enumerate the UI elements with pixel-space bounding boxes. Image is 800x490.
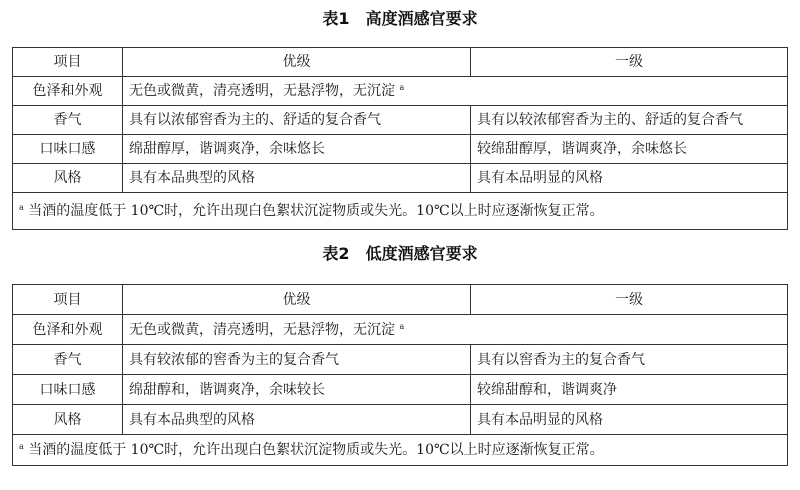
cell-aroma-first: 具有以较浓郁窖香为主的、舒适的复合香气 bbox=[471, 106, 788, 135]
table-row bbox=[13, 77, 788, 106]
table-note-row bbox=[13, 435, 788, 466]
table-note-row bbox=[13, 193, 788, 230]
cell-color-shared bbox=[123, 77, 788, 106]
cell-aroma-premium: 具有较浓郁的窖香为主的复合香气 bbox=[123, 345, 471, 375]
table-header-row bbox=[13, 285, 788, 315]
row-item-style: 风格 bbox=[13, 164, 123, 193]
table1-number: 表1 bbox=[322, 9, 350, 28]
table-row bbox=[13, 164, 788, 193]
table2-number: 表2 bbox=[322, 244, 350, 263]
table-row bbox=[13, 315, 788, 345]
cell-taste-premium: 绵甜醇厚，谐调爽净，余味悠长 bbox=[123, 135, 471, 164]
footnote-marker: a bbox=[19, 203, 24, 212]
cell-style-first: 具有本品明显的风格 bbox=[471, 164, 788, 193]
table-note bbox=[13, 193, 788, 230]
cell-color-shared bbox=[123, 315, 788, 345]
table-row bbox=[13, 405, 788, 435]
cell-text: 无色或微黄，清亮透明，无悬浮物，无沉淀 bbox=[129, 321, 395, 338]
header-premium: 优级 bbox=[123, 285, 471, 315]
row-item-aroma: 香气 bbox=[13, 106, 123, 135]
note-text: 当酒的温度低于 10℃时，允许出现白色絮状沉淀物质或失光。10℃以上时应逐渐恢复正常。 bbox=[28, 442, 604, 458]
header-item: 项目 bbox=[13, 285, 123, 315]
table2 bbox=[12, 284, 788, 466]
row-item-aroma: 香气 bbox=[13, 345, 123, 375]
table-row bbox=[13, 106, 788, 135]
table1-title: 高度酒感官要求 bbox=[365, 9, 478, 28]
table-row bbox=[13, 375, 788, 405]
row-item-color: 色泽和外观 bbox=[13, 315, 123, 345]
cell-style-premium: 具有本品典型的风格 bbox=[123, 405, 471, 435]
row-item-style: 风格 bbox=[13, 405, 123, 435]
table-header-row bbox=[13, 48, 788, 77]
table1-caption bbox=[0, 9, 800, 29]
table-row bbox=[13, 345, 788, 375]
row-item-color: 色泽和外观 bbox=[13, 77, 123, 106]
footnote-marker: a bbox=[399, 321, 405, 331]
row-item-taste: 口味口感 bbox=[13, 375, 123, 405]
table-note bbox=[13, 435, 788, 466]
cell-aroma-premium: 具有以浓郁窖香为主的、舒适的复合香气 bbox=[123, 106, 471, 135]
row-item-taste: 口味口感 bbox=[13, 135, 123, 164]
header-item: 项目 bbox=[13, 48, 123, 77]
note-text: 当酒的温度低于 10℃时，允许出现白色絮状沉淀物质或失光。10℃以上时应逐渐恢复正常。 bbox=[28, 203, 604, 219]
cell-text: 无色或微黄，清亮透明，无悬浮物，无沉淀 bbox=[129, 83, 395, 99]
header-first-grade: 一级 bbox=[471, 48, 788, 77]
cell-style-first: 具有本品明显的风格 bbox=[471, 405, 788, 435]
table2-caption bbox=[0, 244, 800, 264]
header-first-grade: 一级 bbox=[471, 285, 788, 315]
table-row bbox=[13, 135, 788, 164]
cell-taste-first: 较绵甜醇和，谐调爽净 bbox=[471, 375, 788, 405]
header-premium: 优级 bbox=[123, 48, 471, 77]
cell-taste-first: 较绵甜醇厚，谐调爽净，余味悠长 bbox=[471, 135, 788, 164]
cell-aroma-first: 具有以窖香为主的复合香气 bbox=[471, 345, 788, 375]
table1 bbox=[12, 47, 788, 230]
table2-title: 低度酒感官要求 bbox=[365, 244, 478, 263]
cell-style-premium: 具有本品典型的风格 bbox=[123, 164, 471, 193]
footnote-marker: a bbox=[399, 83, 405, 92]
footnote-marker: a bbox=[19, 442, 24, 451]
cell-taste-premium: 绵甜醇和，谐调爽净，余味较长 bbox=[123, 375, 471, 405]
